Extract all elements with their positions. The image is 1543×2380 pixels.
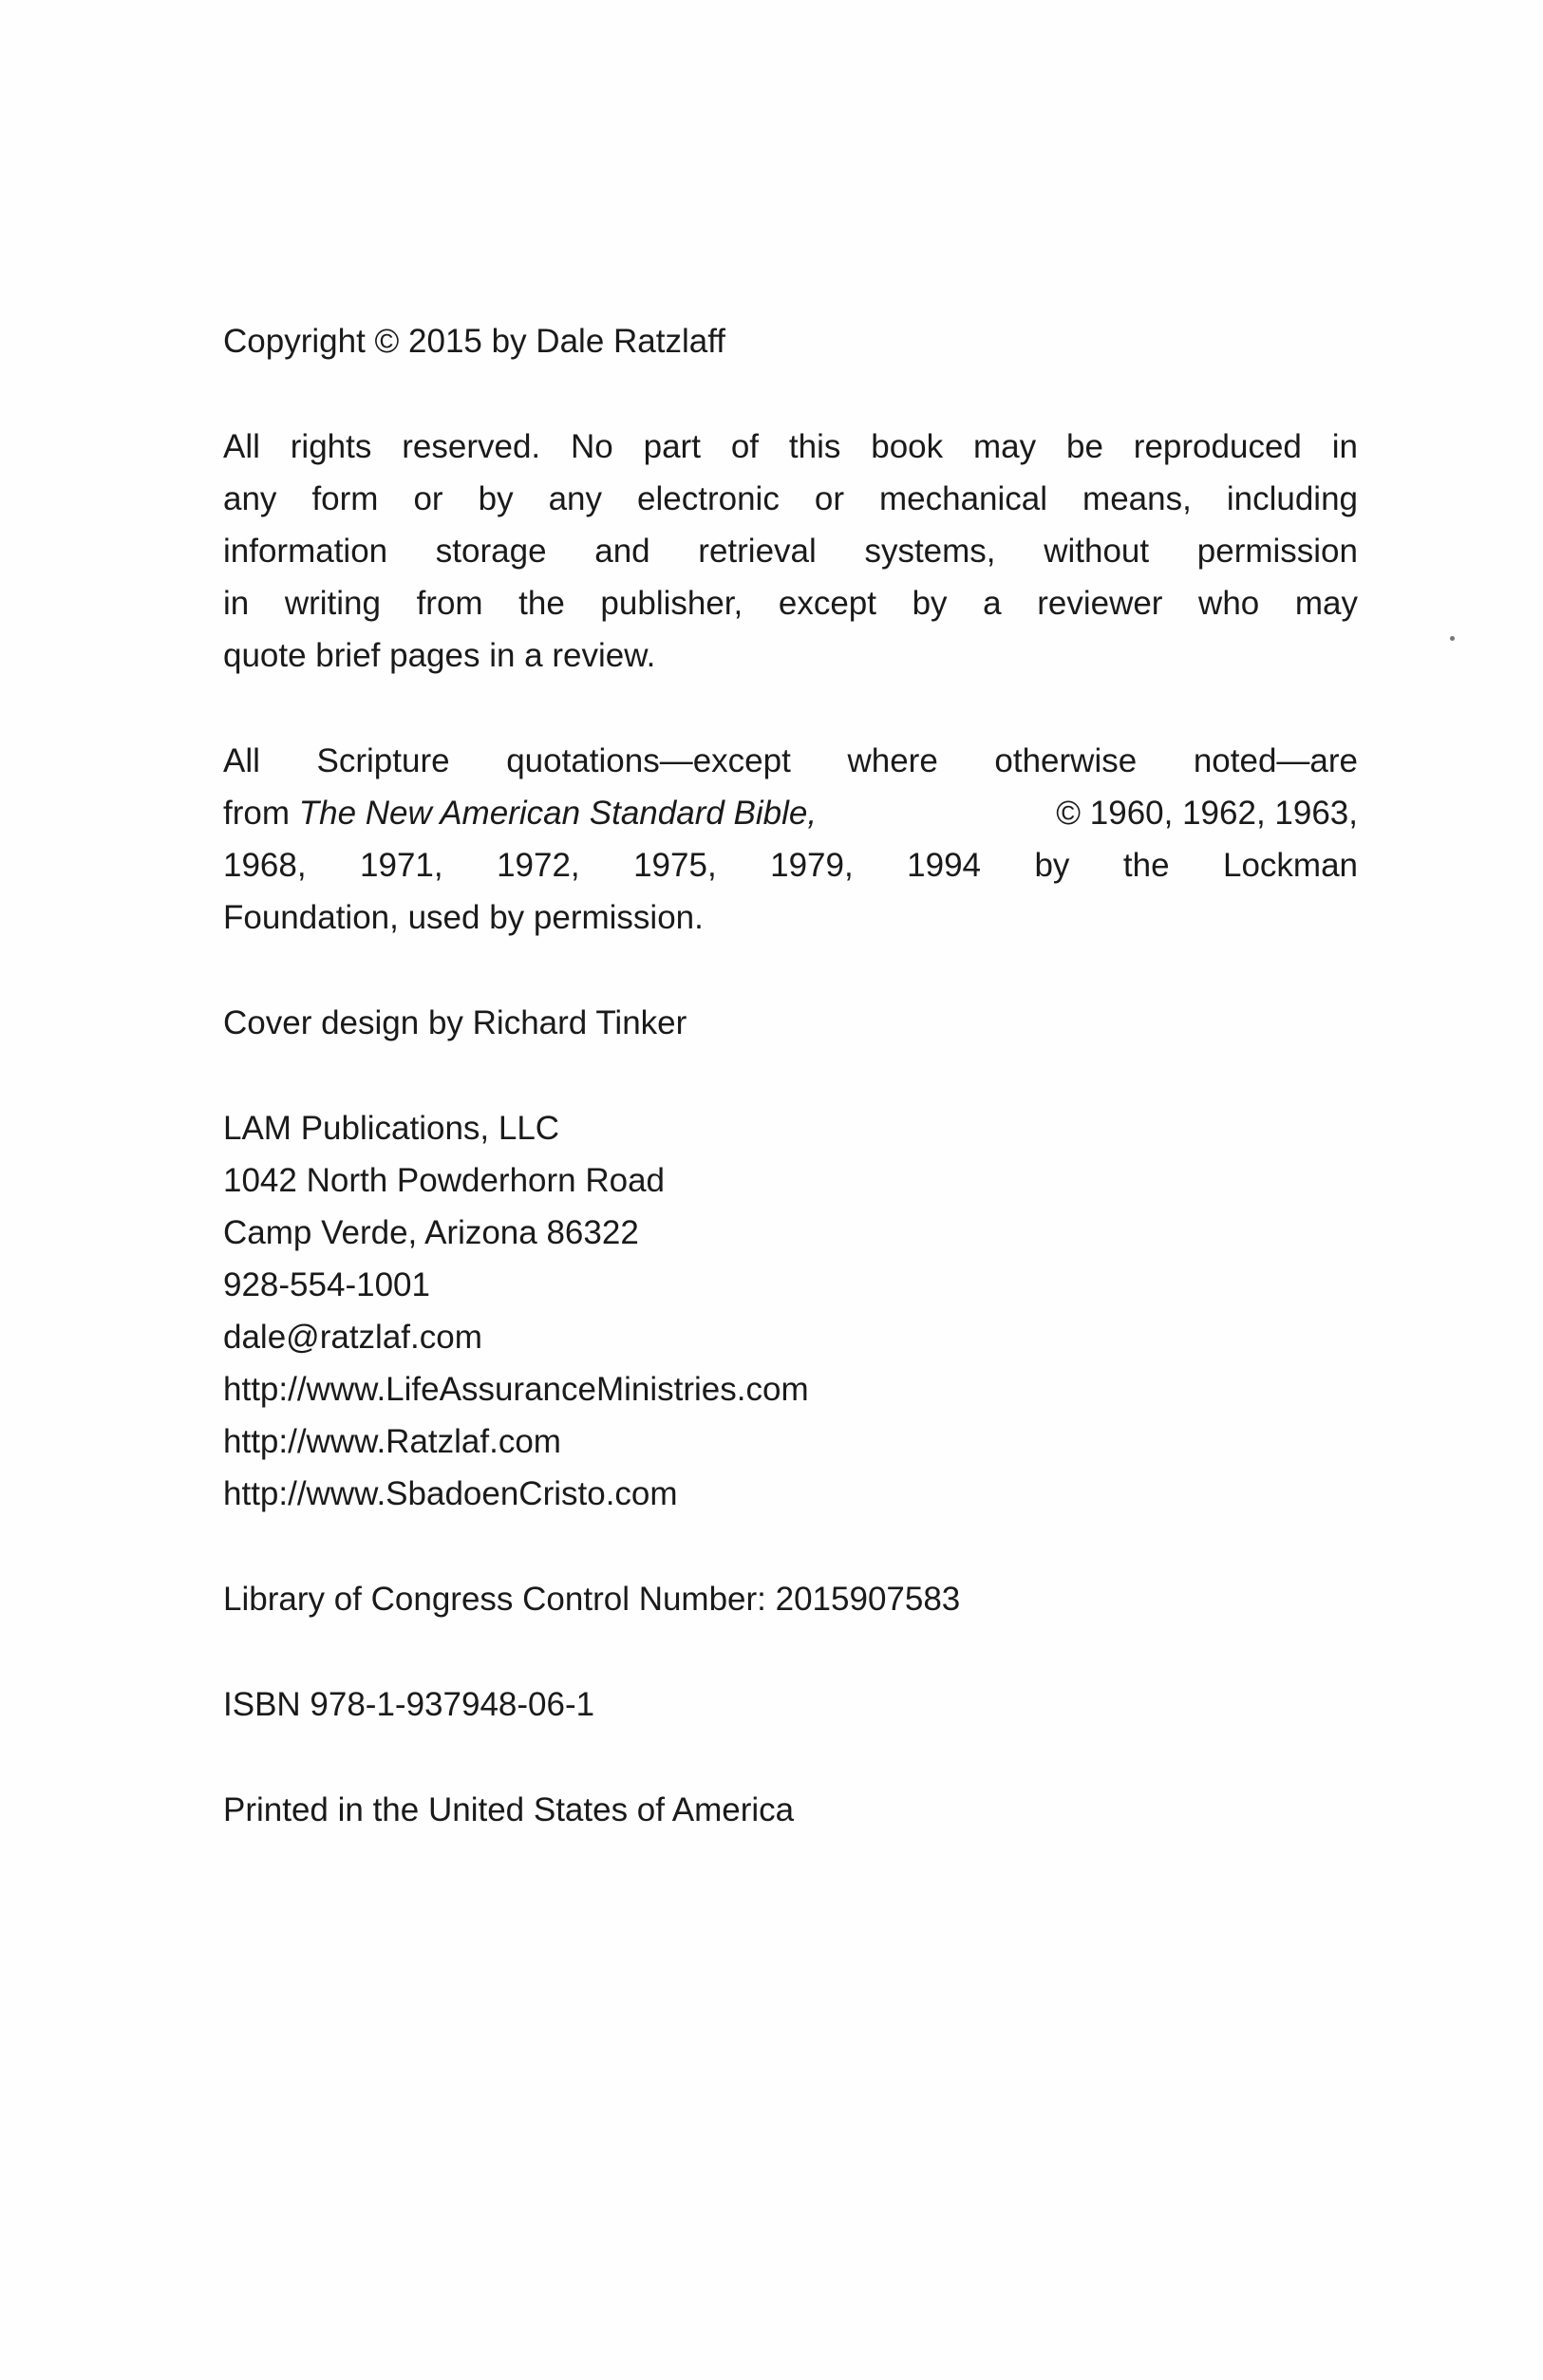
publisher-website: http://www.LifeAssuranceMinistries.com xyxy=(223,1371,809,1408)
rights-paragraph xyxy=(223,421,1358,682)
scripture-line: All Scripture quotations—except where otherwise noted—are xyxy=(223,742,1358,779)
publisher-city: Camp Verde, Arizona 86322 xyxy=(223,1214,639,1251)
publisher-email: dale@ratzlaf.com xyxy=(223,1319,482,1356)
page-content xyxy=(223,315,1358,1889)
isbn-line: ISBN 978-1-937948-06-1 xyxy=(223,1686,595,1723)
rights-line: in writing from the publisher, except by a reviewer who may xyxy=(223,585,1358,622)
publisher-website: http://www.Ratzlaf.com xyxy=(223,1423,561,1460)
scripture-line-suffix: © 1960, 1962, 1963, xyxy=(1046,795,1358,832)
copyright-line: Copyright © 2015 by Dale Ratzlaff xyxy=(223,323,726,360)
rights-line: quote brief pages in a review. xyxy=(223,637,656,674)
rights-line: any form or by any electronic or mechanical means, including xyxy=(223,480,1358,517)
loc-control-number xyxy=(223,1573,1358,1625)
publisher-website: http://www.SbadoenCristo.com xyxy=(223,1475,678,1512)
rights-line: information storage and retrieval systems, without permission xyxy=(223,533,1358,570)
scripture-paragraph xyxy=(223,735,1358,944)
rights-line: All rights reserved. No part of this book may be reproduced in xyxy=(223,428,1358,465)
scripture-line: 1968, 1971, 1972, 1975, 1979, 1994 by the Lockman xyxy=(223,847,1358,884)
scripture-line xyxy=(223,787,1358,839)
isbn xyxy=(223,1678,1358,1731)
copyright-notice xyxy=(223,315,1358,367)
publisher-phone: 928-554-1001 xyxy=(223,1266,430,1303)
cover-credit xyxy=(223,997,1358,1049)
printed-line: Printed in the United States of America xyxy=(223,1791,795,1828)
scripture-line: Foundation, used by permission. xyxy=(223,899,704,936)
printed-in xyxy=(223,1784,1358,1836)
scripture-line-prefix: from xyxy=(223,795,299,832)
publisher-street: 1042 North Powderhorn Road xyxy=(223,1162,666,1199)
bible-title: The New American Standard Bible, xyxy=(298,795,818,832)
publisher-name: LAM Publications, LLC xyxy=(223,1110,560,1147)
stray-mark xyxy=(1450,636,1455,641)
publisher-block xyxy=(223,1102,1358,1520)
scripture-line-lead xyxy=(223,787,817,839)
cover-line: Cover design by Richard Tinker xyxy=(223,1004,687,1041)
loc-line: Library of Congress Control Number: 2015907583 xyxy=(223,1581,961,1618)
